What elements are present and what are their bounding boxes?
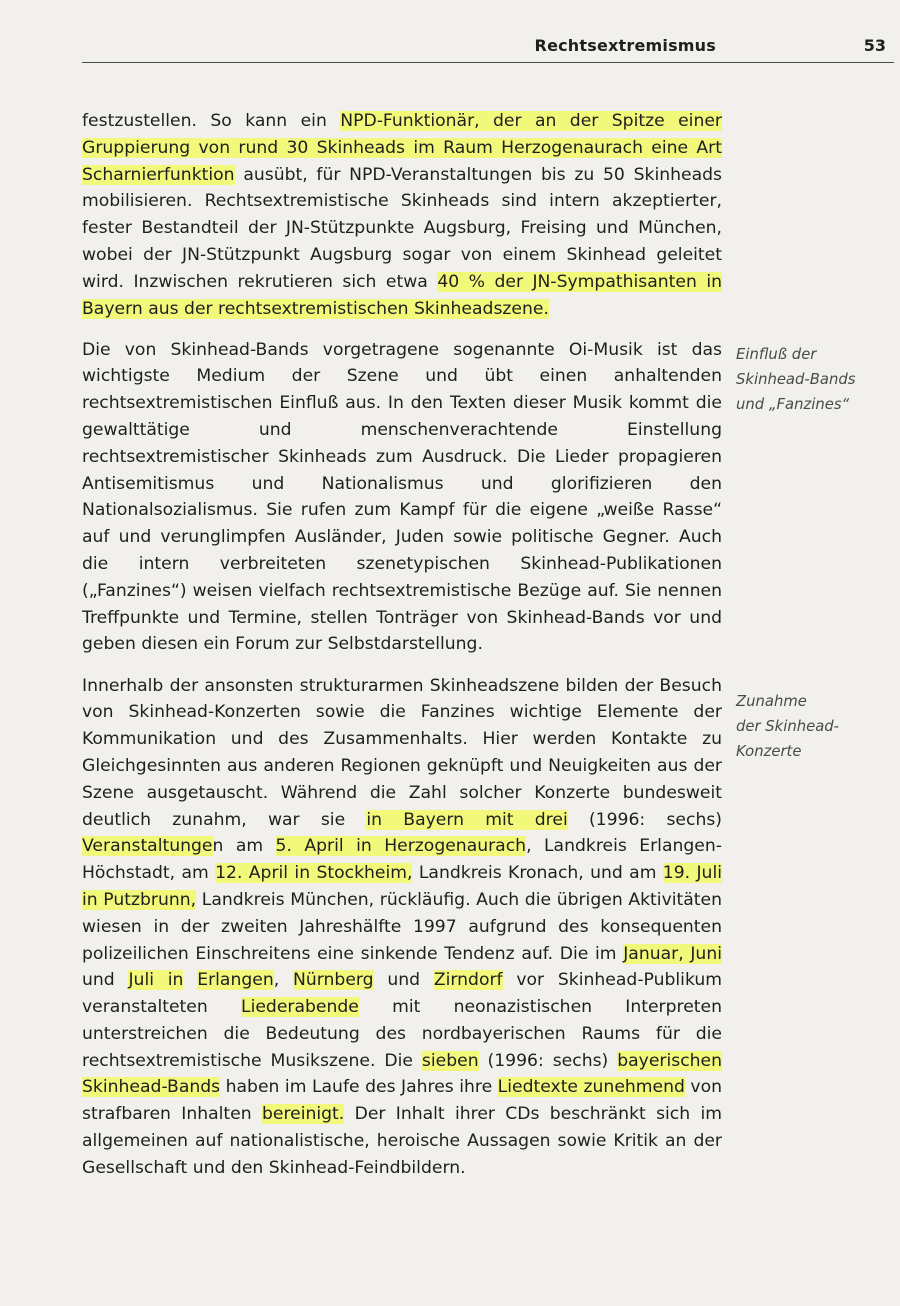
highlight: Veranstaltunge [82,836,213,857]
highlight: Zirndorf [433,970,503,991]
highlight: Juli in [128,970,184,991]
highlight: Januar, Juni [623,943,722,964]
paragraph-2: Die von Skinhead-Bands vorgetragene sogenannte Oi-Musik ist das wichtigste Medium der Szene und übt einen anhaltenden rechtsextremistischen Einfluß aus. In den Texten dieser Musik kommt die gewalttätige und menschenverachtende Einstellung rechtsextremistischer Skinheads zum Ausdruck. Die Lieder propagieren Antisemitismus und Nationalismus und glorifizieren den Nationalsozialismus. Sie rufen zum Kampf für die eigene „weiße Rasse“ auf und verunglimpfen Ausländer, Juden sowie politische Gegner. Auch die intern verbreiteten szenetypischen Skinhead-Publikationen („Fanzines“) weisen vielfach rechtsextremistische Bezüge auf. Sie nennen Treffpunkte und Termine, stellen Tonträger von Skinhead-Bands vor und geben diesen ein Forum zur Selbstdarstellung. [82,339,722,655]
page-header [82,36,894,64]
margin-note-skinhead-bands: Einfluß der Skinhead-Bands und „Fanzines“ [736,346,856,413]
highlight: Erlangen [197,970,274,991]
paragraph-3: Innerhalb der ansonsten strukturarmen Skinheadszene bilden der Besuch von Skinhead-Konzerten sowie die Fanzines wichtige Elemente der Kommunikation und des Zusammenhalts. Hier werden Kontakte zu Gleichgesinnten aus anderen Regionen geknüpft und Neuigkeiten aus der Szene ausgetauscht. Während die Zahl solcher Konzerte bundesweit deutlich zunahm, war sie in Bayern mit drei (1996: sechs) Veranstaltungen am 5. April in Herzogenaurach, Landkreis Erlangen-Höchstadt, am 12. April in Stockheim, Landkreis Kronach, und am 19. Juli in Putzbrunn, Landkreis München, rückläufig. Auch die übrigen Aktivitäten wiesen in der zweiten Jahreshälfte 1997 aufgrund des konsequenten polizeilichen Einschreitens eine sinkende Tendenz auf. Die im Januar, Juni und Juli in Erlangen, Nürnberg und Zirndorf vor Skinhead-Publikum veranstalteten Liederabende mit neonazistischen Interpreten unterstreichen die Bedeutung des nordbayerischen Raums für die rechtsextremistische Musikszene. Die sieben (1996: sechs) bayerischen Skinhead-Bands haben im Laufe des Jahres ihre Liedtexte zunehmend von strafbaren Inhalten bereinigt. Der Inhalt ihrer CDs beschränkt sich im allgemeinen auf nationalistische, heroische Aussagen sowie Kritik an der Gesellschaft und den Skinhead-Feindbildern. [82,675,722,1178]
highlight: in Bayern mit drei [366,809,568,830]
body-text [82,108,722,1196]
highlight: bereinigt. [261,1104,345,1125]
highlight: 12. April in Stockheim, [215,863,413,884]
running-title: Rechtsextremismus [534,36,716,55]
highlight: Liederabende [241,997,359,1018]
highlight: 5. April in Herzogenaurach [275,836,527,857]
highlight: sieben [421,1050,479,1071]
header-rule [82,62,894,63]
highlight: NPD-Funktionär, der an der Spitze einer Gruppierung von rund 30 Skinheads im Raum Herzogenaurach eine Art Scharnierfunktion [82,111,722,185]
page-number: 53 [863,36,886,55]
highlight: 19. Juli in Putzbrunn, [82,863,722,910]
highlight: 40 % der JN-Sympathisanten in Bayern aus der rechtsextremistischen Skinheadszene. [82,271,723,319]
highlight: Nürnberg [293,970,374,991]
paragraph-1: festzustellen. So kann ein NPD-Funktionär, der an der Spitze einer Gruppierung von rund 30 Skinheads im Raum Herzogenaurach eine Art Scharnierfunktion ausübt, für NPD-Veranstaltungen bis zu 50 Skinheads mobilisieren. Rechtsextremistische Skinheads sind intern akzeptierter, fester Bestandteil der JN-Stützpunkte Augsburg, Freising und München, wobei der JN-Stützpunkt Augsburg sogar von einem Skinhead geleitet wird. Inzwischen rekrutieren sich etwa 40 % der JN-Sympathisanten in Bayern aus der rechtsextremistischen Skinheadszene. [82,111,723,319]
highlight: bayerischen Skinhead-Bands [82,1050,722,1098]
highlight: Liedtexte zunehmend [497,1077,685,1098]
margin-note-konzerte: Zunahme der Skinhead- Konzerte [736,693,840,760]
